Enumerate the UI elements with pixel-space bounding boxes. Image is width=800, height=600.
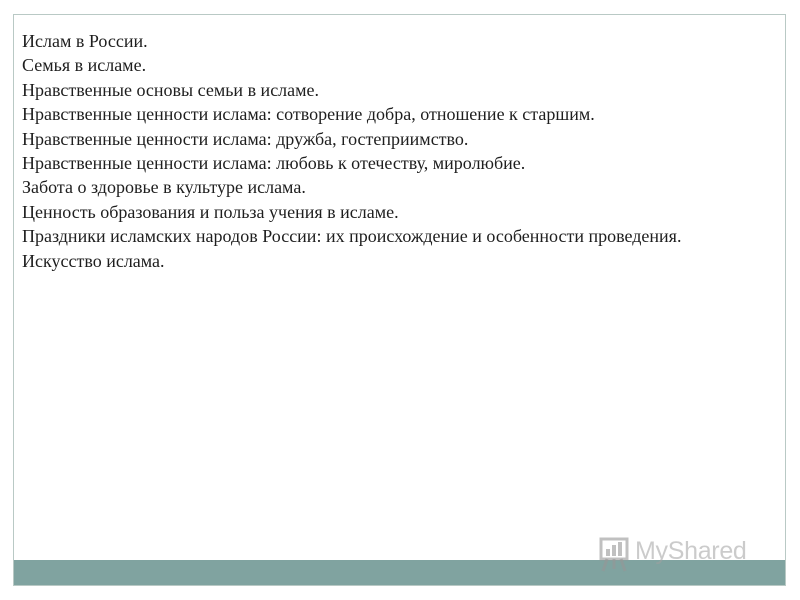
topic-item: Семья в исламе. (22, 55, 147, 76)
topic-item: Нравственные ценности ислама: любовь к отечеству, миролюбие. (22, 153, 526, 174)
topic-item: Забота о здоровье в культуре ислама. (22, 177, 306, 198)
topic-item: Искусство ислама. (22, 250, 165, 271)
topic-item: Праздники исламских народов России: их происхождение и особенности проведения. (22, 226, 682, 247)
topic-item: Ислам в России. (22, 31, 148, 51)
topic-item: Нравственные ценности ислама: дружба, гостеприимство. (22, 128, 469, 149)
presentation-board-icon (597, 529, 633, 573)
topic-list (22, 29, 762, 273)
myshared-watermark (597, 525, 767, 575)
topic-item: Нравственные основы семьи в исламе. (22, 79, 320, 100)
watermark-text: MyShared (635, 537, 747, 565)
topic-item: Ценность образования и польза учения в исламе. (22, 201, 399, 222)
slide (13, 14, 786, 586)
topic-item: Нравственные ценности ислама: сотворение добра, отношение к старшим. (22, 104, 595, 125)
